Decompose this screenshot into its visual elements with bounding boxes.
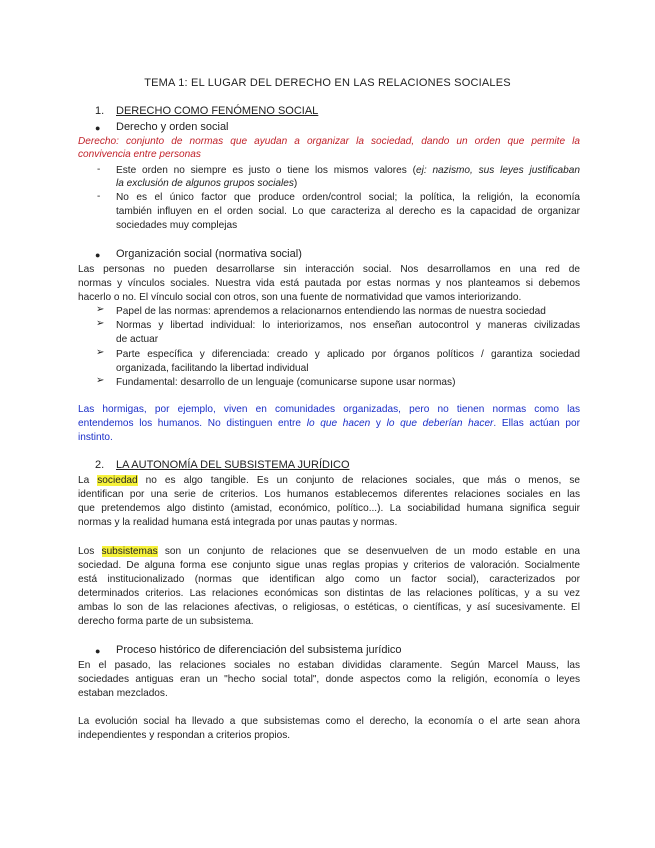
blue-note-line: Las hormigas, por ejemplo, viven en comunidades organizadas, pero no tienen normas como las — [78, 404, 580, 415]
arrow-item-line: Fundamental: desarrollo de un lenguaje (comunicarse supone usar normas) — [116, 377, 456, 388]
dash-icon: - — [97, 164, 101, 175]
page-title: TEMA 1: EL LUGAR DEL DERECHO EN LAS RELACIONES SOCIALES — [144, 77, 511, 89]
paragraph-line: En el pasado, las relaciones sociales no estaban divididas claramente. Según Marcel Mauss, las — [78, 660, 580, 671]
bullet-icon: ● — [95, 250, 101, 260]
arrow-item-line: organizada, facilitando la libertad individual — [116, 363, 309, 374]
bullet-organizacion-social: Organización social (normativa social) — [116, 248, 302, 260]
definition-line: convivencia entre personas — [78, 149, 201, 160]
arrow-bullet-icon: ➢ — [96, 318, 105, 329]
section-1-heading: DERECHO COMO FENÓMENO SOCIAL — [116, 105, 319, 117]
highlight-sociedad: sociedad — [97, 475, 138, 486]
blue-note-line: instinto. — [78, 432, 113, 443]
paragraph-line: determinados criterios. Las relaciones económicas son distintas de las relaciones políticas, y a su vez — [78, 588, 580, 599]
bullet-proceso-historico: Proceso histórico de diferenciación del subsistema jurídico — [116, 644, 402, 656]
dash-item-line: la exclusión de algunos grupos sociales) — [116, 178, 298, 189]
definition-line: Derecho: conjunto de normas que ayudan a organizar la sociedad, dando un orden que permite la — [78, 136, 580, 147]
paragraph-line: derecho forma parte de un subsistema. — [78, 616, 254, 627]
arrow-bullet-icon: ➢ — [96, 304, 105, 315]
paragraph-line: hacerlo o no. El vínculo social con otros, son una fuente de normatividad que vamos interiorizando. — [78, 292, 522, 303]
paragraph-line: Los subsistemas son un conjunto de relaciones que se desenvuelven de un modo estable en una — [78, 546, 580, 557]
paragraph-line: sociedad. De alguna forma ese conjunto sigue unas reglas propias y criterios de valoración. Socialmente — [78, 560, 580, 571]
bullet-icon: ● — [95, 123, 101, 133]
dash-item-line: No es el único factor que produce orden/control social; la política, la religión, la economía — [116, 192, 580, 203]
section-2-number: 2. — [95, 459, 105, 471]
dash-icon: - — [97, 191, 101, 202]
arrow-item-line: Normas y libertad individual: lo interiorizamos, nos enseñan autocontrol y maneras civilizadas — [116, 320, 580, 331]
section-1-number: 1. — [95, 105, 105, 117]
blue-note-line: entendemos los humanos. No distinguen entre lo que hacen y lo que deberían hacer. Ellas actúan por — [78, 418, 580, 429]
bullet-derecho-orden: Derecho y orden social — [116, 121, 229, 133]
arrow-item-line: Parte específica y diferenciada: creado y aplicado por órganos políticos / garantiza sociedad — [116, 349, 580, 360]
paragraph-line: identifican por una serie de criterios. Los humanos establecemos diferentes relaciones sociales en las — [78, 489, 580, 500]
paragraph-line: Las personas no pueden desarrollarse sin interacción social. Nos desarrollamos en una red de — [78, 264, 580, 275]
paragraph-line: independientes y respondan a criterios propios. — [78, 730, 291, 741]
paragraph-line: La evolución social ha llevado a que subsistemas como el derecho, la economía o el arte sean ahora — [78, 716, 580, 727]
paragraph-line: está institucionalizado (normas que identifican algo como un factor social), caracterizados por — [78, 574, 580, 585]
paragraph-line: normas y la realidad humana está integrada por unas pautas y normas. — [78, 517, 398, 528]
paragraph-line: La sociedad no es algo tangible. Es un conjunto de relaciones sociales, que más o menos, se — [78, 475, 580, 486]
paragraph-line: ambas lo son de las relaciones afectivas, o religiosas, o estéticas, o científicas, y así sucesivamente. El — [78, 602, 580, 613]
section-2-heading: LA AUTONOMÍA DEL SUBSISTEMA JURÍDICO — [116, 459, 350, 471]
arrow-item-line: Papel de las normas: aprendemos a relacionarnos entendiendo las normas de nuestra sociedad — [116, 306, 546, 317]
paragraph-line: que pretendemos algo distinto (amistad, económico, político...). La sociabilidad humana significa seguir — [78, 503, 580, 514]
dash-item-line: sociedades muy complejas — [116, 220, 238, 231]
bullet-icon: ● — [95, 646, 101, 656]
arrow-bullet-icon: ➢ — [96, 347, 105, 358]
dash-item-line: Este orden no siempre es justo o tiene los mismos valores (ej: nazismo, sus leyes justificaban — [116, 165, 580, 176]
highlight-subsistemas: subsistemas — [101, 546, 158, 557]
arrow-item-line: de actuar — [116, 334, 159, 345]
arrow-bullet-icon: ➢ — [96, 375, 105, 386]
paragraph-line: sociedades antiguas eran un "hecho social total", donde aspectos como la religión, economía o leyes — [78, 674, 580, 685]
paragraph-line: estaban mezclados. — [78, 688, 168, 699]
dash-item-line: también influyen en el orden social. Lo que caracteriza al derecho es la capacidad de organizar — [116, 206, 580, 217]
paragraph-line: normas y vínculos sociales. Nuestra vida está pautada por estas normas y nos planteamos si debemos — [78, 278, 580, 289]
